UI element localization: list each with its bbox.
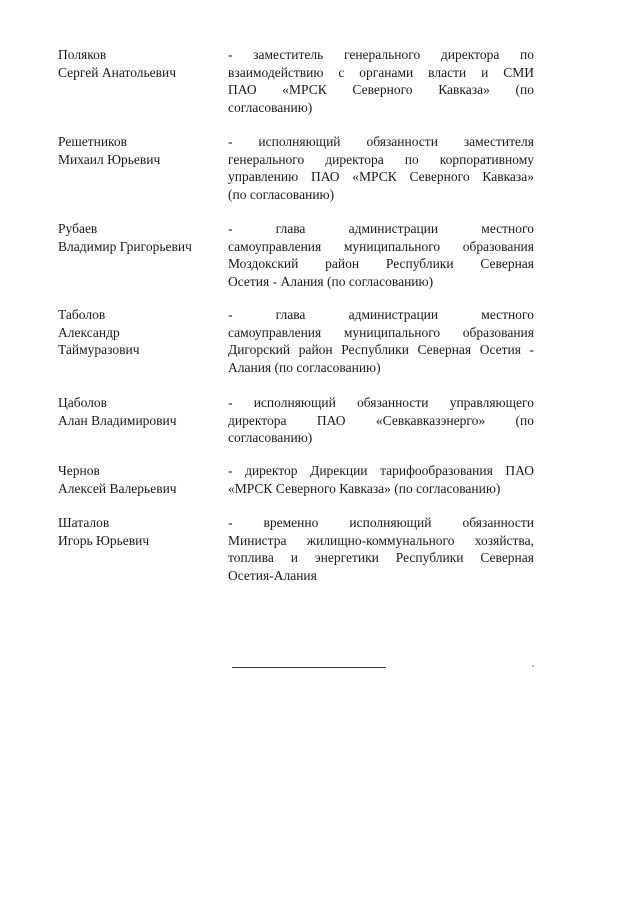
member-given-names: Алексей Валерьевич <box>58 480 177 496</box>
position-line: - исполняющий обязанности заместителя <box>228 134 534 149</box>
member-surname: Поляков <box>58 47 107 62</box>
member-given-names: Александр <box>58 324 120 340</box>
member-position <box>228 220 534 290</box>
member-position <box>228 394 534 447</box>
member-surname: Шаталов <box>58 515 110 530</box>
position-line: «МРСК Северного Кавказа» (по согласованию) <box>228 480 501 496</box>
member-position <box>228 46 534 116</box>
member-position <box>228 462 534 497</box>
member-position <box>228 514 534 584</box>
member-given-names: Алан Владимирович <box>58 412 177 428</box>
position-line: - исполняющий обязанности управляющего <box>228 395 534 410</box>
position-line: самоуправления муниципального образования <box>228 238 534 254</box>
member-given-names: Михаил Юрьевич <box>58 151 161 167</box>
position-line: Моздокский район Республики Северная <box>228 256 534 271</box>
position-line: топлива и энергетики Республики Северная <box>228 550 534 565</box>
position-line: директора ПАО «Севкавказэнерго» (по <box>228 412 534 428</box>
position-line: Дигорский район Республики Северная Осетия - <box>228 342 534 357</box>
member-name <box>58 394 218 429</box>
member-surname: Цаболов <box>58 395 108 410</box>
member-surname: Чернов <box>58 463 100 478</box>
position-line: генерального директора по корпоративному <box>228 151 534 167</box>
position-line: Осетия-Алания <box>228 567 317 583</box>
member-name <box>58 133 218 168</box>
position-line: Осетия - Алания (по согласованию) <box>228 273 434 289</box>
member-position <box>228 306 534 376</box>
position-line: ПАО «МРСК Северного Кавказа» (по <box>228 82 534 97</box>
closing-rule <box>232 667 386 668</box>
position-line: взаимодействию с органами власти и СМИ <box>228 64 534 80</box>
member-position <box>228 133 534 203</box>
member-surname: Рубаев <box>58 221 98 236</box>
member-given-names: Владимир Григорьевич <box>58 238 192 254</box>
position-line: управлению ПАО «МРСК Северного Кавказа» <box>228 169 534 184</box>
position-line: Алания (по согласованию) <box>228 359 381 375</box>
member-name <box>58 46 218 81</box>
position-line: - глава администрации местного <box>228 221 534 236</box>
position-line: (по согласованию) <box>228 186 335 202</box>
member-name <box>58 306 218 359</box>
position-line: - заместитель генерального директора по <box>228 47 534 62</box>
position-line: согласованию) <box>228 99 313 115</box>
position-line: Министра жилищно-коммунального хозяйства, <box>228 532 534 548</box>
position-line: - директор Дирекции тарифообразования ПАО <box>228 463 534 478</box>
member-name <box>58 220 218 255</box>
position-line: - временно исполняющий обязанности <box>228 515 534 530</box>
member-surname: Решетников <box>58 134 128 149</box>
position-line: - глава администрации местного <box>228 307 534 322</box>
scan-speck <box>532 665 534 667</box>
member-name <box>58 462 218 497</box>
position-line: согласованию) <box>228 430 313 445</box>
member-surname: Таболов <box>58 307 106 322</box>
member-given-names: Игорь Юрьевич <box>58 532 150 548</box>
member-given-names: Сергей Анатольевич <box>58 64 177 80</box>
member-name <box>58 514 218 549</box>
member-patronymic: Таймуразович <box>58 342 140 357</box>
position-line: самоуправления муниципального образования <box>228 324 534 340</box>
